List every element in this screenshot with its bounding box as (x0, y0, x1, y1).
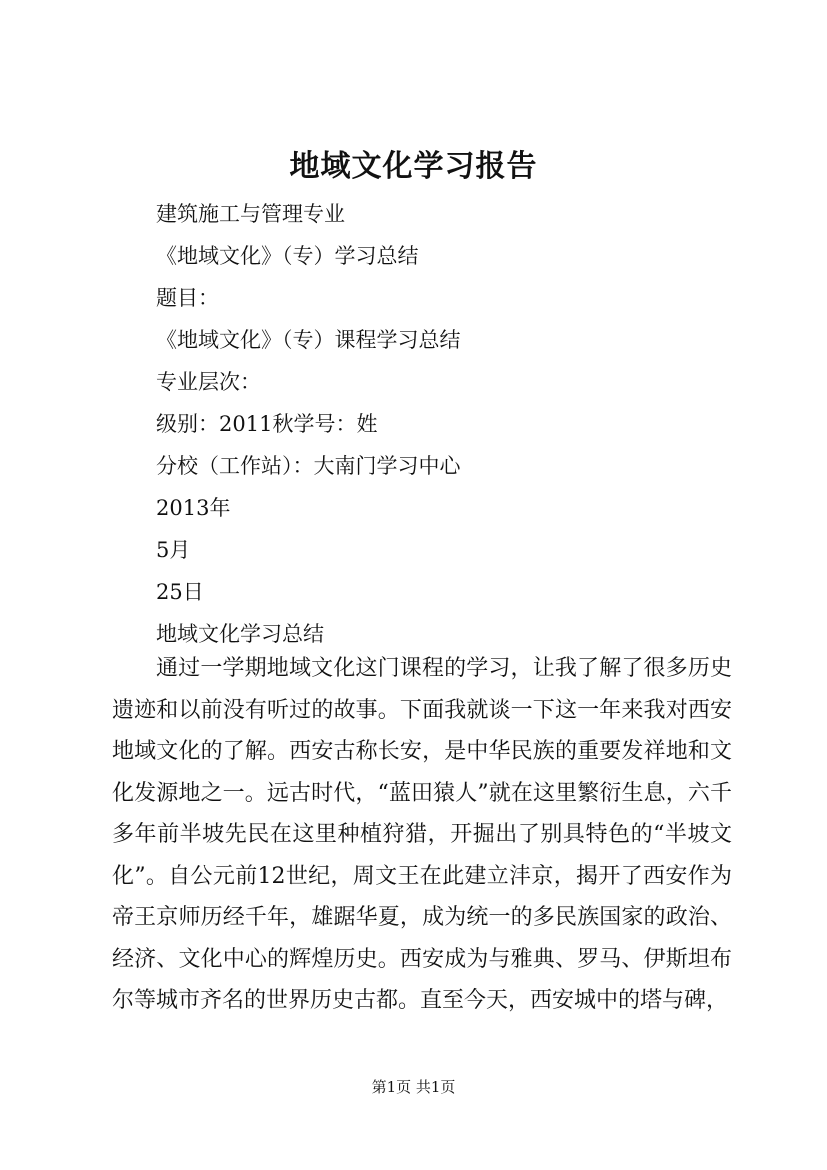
document-title: 地域文化学习报告 (289, 149, 538, 184)
header-line-topic: 《地域文化》（专）课程学习总结 (156, 328, 461, 352)
page-footer: 第1页 共1页 (371, 1078, 456, 1096)
header-line-month: 5月 (156, 538, 191, 562)
header-line-major: 建筑施工与管理专业 (156, 202, 345, 226)
header-line-branch: 分校（工作站）：大南门学习中心 (156, 454, 461, 478)
header-line-subtitle: 地域文化学习总结 (156, 622, 324, 646)
header-line-grade-id-name: 级别：2011秋学号：姓 (156, 412, 378, 436)
header-line-year: 2013年 (156, 496, 231, 520)
header-line-topic-label: 题目： (156, 286, 219, 310)
header-line-level: 专业层次： (156, 370, 261, 394)
header-line-course-summary: 《地域文化》（专）学习总结 (156, 244, 419, 268)
header-line-day: 25日 (156, 580, 204, 604)
header-block (156, 193, 461, 655)
body-paragraph: 通过一学期地域文化这门课程的学习，让我了解了很多历史遗迹和以前没有听过的故事。下面我就谈一下这一年来我对西安地域文化的了解。西安古称长安，是中华民族的重要发祥地和文化发源地之一。远古时代，“蓝田猿人”就在这里繁衍生息，六千多年前半坡先民在这里种植狩猎，开掘出了别具特色的“半坡文化”。自公元前12世纪，周文王在此建立沣京，揭开了西安作为帝王京师历经千年，雄踞华夏，成为统一的多民族国家的政治、经济、文化中心的辉煌历史。西安成为与雅典、罗马、伊斯坦布尔等城市齐名的世界历史古都。直至今天，西安城中的塔与碑， (112, 656, 732, 1013)
